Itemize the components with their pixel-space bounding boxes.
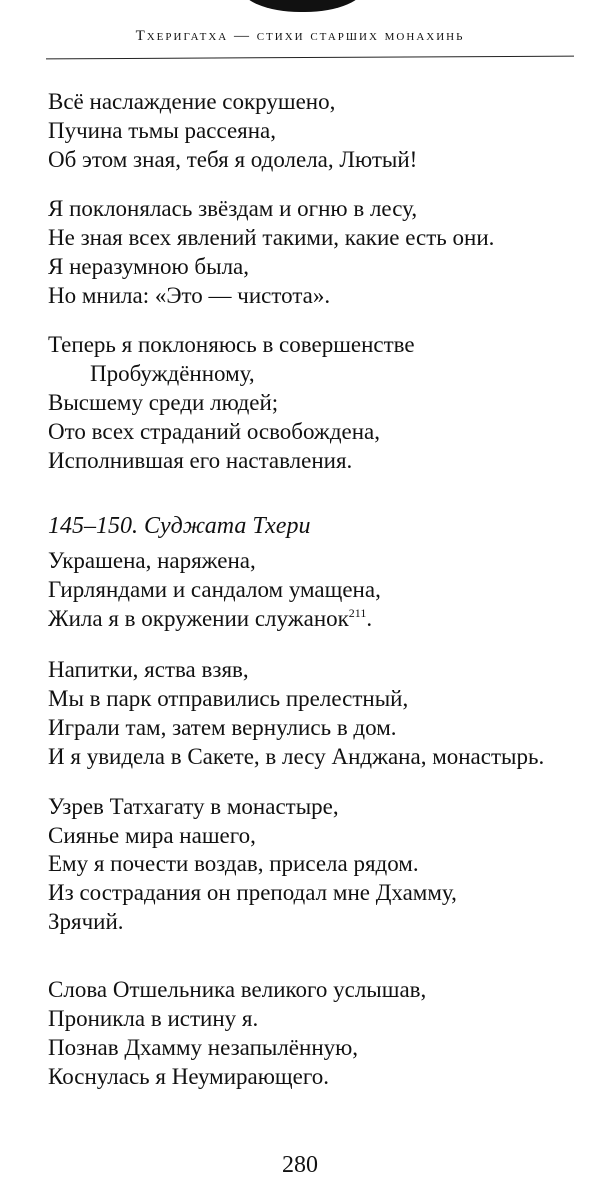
verse-line: Мы в парк отправились прелестный, [48, 686, 409, 711]
verse-line: Проникла в истину я. [48, 1006, 259, 1031]
header-rule [46, 56, 574, 60]
verse-line: Пучина тьмы рассеяна, [48, 118, 277, 143]
verse-line: Украшена, наряжена, [48, 548, 256, 573]
verse-line: Но мнила: «Это — чистота». [48, 283, 331, 308]
verse-line: Играли там, затем вернулись в дом. [48, 715, 397, 740]
running-header: Тхеригатха — стихи старших монахинь [135, 28, 465, 44]
verse-text: Жила я в окружении служанок [48, 606, 349, 631]
verse-line: Из сострадания он преподал мне Дхамму, [48, 880, 457, 905]
verse-line: И я увидела в Сакете, в лесу Анджана, монастырь. [48, 744, 545, 769]
verse-punct: . [366, 606, 373, 631]
verse-line: Всё наслаждение сокрушено, [48, 89, 336, 114]
verse-line: Я поклонялась звёздам и огню в лесу, [48, 196, 418, 221]
verse-line [48, 607, 372, 630]
verse-line: Зрячий. [48, 909, 124, 934]
verse-line: Об этом зная, тебя я одолела, Лютый! [48, 147, 418, 172]
verse-line: Высшему среди людей; [48, 390, 279, 415]
verse-line: Ото всех страданий освобождена, [48, 419, 380, 444]
decorative-ink-blot [240, 0, 365, 12]
verse-line: Слова Отшельника великого услышав, [48, 977, 427, 1002]
footnote-ref[interactable]: 211 [348, 606, 367, 620]
verse-line: Узрев Татхагату в монастыре, [48, 794, 339, 819]
verse-line: Не зная всех явлений такими, какие есть они. [48, 225, 495, 250]
verse-line: Пробуждённому, [90, 361, 255, 386]
verse-line: Коснулась я Неумирающего. [48, 1064, 329, 1089]
verse-line: Теперь я поклоняюсь в совершенстве [48, 332, 415, 357]
verse-line: Исполнившая его наставления. [48, 448, 353, 473]
verse-line: Напитки, яства взяв, [48, 657, 249, 682]
verse-line: Гирляндами и сандалом умащена, [48, 577, 381, 602]
verse-line: Ему я почести воздав, присела рядом. [48, 851, 419, 876]
verse-line: Я неразумною была, [48, 254, 250, 279]
verse-line: Сиянье мира нашего, [48, 823, 256, 848]
section-heading: 145–150. Суджата Тхери [48, 513, 311, 539]
verse-line: Познав Дхамму незапылённую, [48, 1035, 359, 1060]
page-number: 280 [282, 1152, 318, 1178]
